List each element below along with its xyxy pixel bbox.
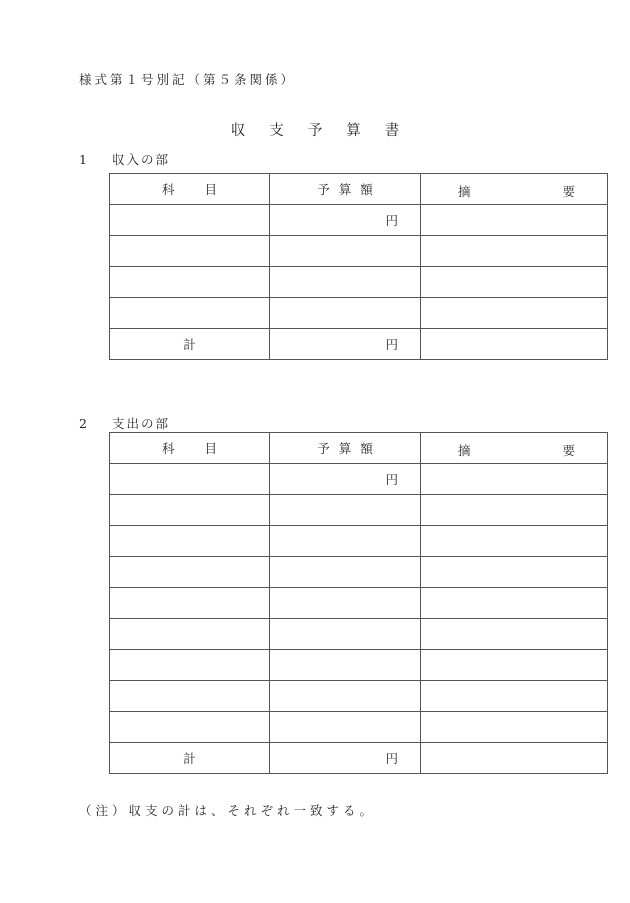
total-label: 計 (110, 329, 270, 360)
title-char: 収 (230, 123, 246, 139)
total-row (110, 743, 608, 774)
remarks-cell[interactable] (421, 205, 608, 236)
table-row (110, 588, 608, 619)
remarks-cell[interactable] (421, 619, 608, 650)
table-header-row (110, 433, 608, 464)
item-cell[interactable] (110, 495, 270, 526)
income-section-heading (79, 150, 170, 168)
remarks-cell[interactable] (421, 329, 608, 360)
item-cell[interactable] (110, 588, 270, 619)
income-table (109, 173, 608, 360)
section-number: 2 (79, 416, 89, 431)
item-cell[interactable] (110, 619, 270, 650)
item-cell[interactable] (110, 267, 270, 298)
section-number: 1 (79, 152, 89, 167)
header-item: 科目 (110, 433, 270, 464)
remarks-cell[interactable] (421, 557, 608, 588)
total-label: 計 (110, 743, 270, 774)
title-char: 書 (384, 123, 400, 139)
remarks-cell[interactable] (421, 588, 608, 619)
header-remarks-left: 摘 (458, 184, 471, 199)
item-cell[interactable] (110, 681, 270, 712)
amount-cell[interactable]: 円 (270, 205, 421, 236)
amount-cell[interactable] (270, 526, 421, 557)
amount-cell[interactable] (270, 650, 421, 681)
remarks-cell[interactable] (421, 267, 608, 298)
item-cell[interactable] (110, 205, 270, 236)
table-row (110, 236, 608, 267)
remarks-cell[interactable] (421, 743, 608, 774)
amount-cell[interactable]: 円 (270, 464, 421, 495)
table-row (110, 650, 608, 681)
amount-cell[interactable] (270, 267, 421, 298)
table-row (110, 526, 608, 557)
table-row (110, 205, 608, 236)
title-char: 支 (269, 123, 284, 139)
header-remarks-right: 要 (562, 443, 575, 458)
remarks-cell[interactable] (421, 495, 608, 526)
amount-cell[interactable] (270, 712, 421, 743)
table-row (110, 712, 608, 743)
section-title: 支出の部 (112, 416, 171, 431)
amount-cell[interactable] (270, 298, 421, 329)
form-reference: 様式第１号別記（第５条関係） (79, 72, 297, 87)
header-amount: 予算額 (270, 433, 421, 464)
remarks-cell[interactable] (421, 681, 608, 712)
remarks-cell[interactable] (421, 650, 608, 681)
remarks-cell[interactable] (421, 298, 608, 329)
item-cell[interactable] (110, 298, 270, 329)
remarks-cell[interactable] (421, 712, 608, 743)
amount-cell[interactable] (270, 681, 421, 712)
header-item: 科目 (110, 174, 270, 205)
amount-cell[interactable] (270, 557, 421, 588)
amount-cell[interactable] (270, 619, 421, 650)
table-row (110, 495, 608, 526)
header-remarks (421, 433, 608, 464)
header-remarks-right: 要 (562, 184, 575, 199)
item-cell[interactable] (110, 650, 270, 681)
header-remarks-left: 摘 (458, 443, 471, 458)
header-remarks (421, 174, 608, 205)
remarks-cell[interactable] (421, 236, 608, 267)
table-row (110, 298, 608, 329)
item-cell[interactable] (110, 464, 270, 495)
section-title: 収入の部 (112, 152, 171, 167)
item-cell[interactable] (110, 526, 270, 557)
table-row (110, 557, 608, 588)
amount-cell[interactable] (270, 236, 421, 267)
item-cell[interactable] (110, 712, 270, 743)
page-title (0, 119, 630, 140)
remarks-cell[interactable] (421, 464, 608, 495)
total-row (110, 329, 608, 360)
amount-cell[interactable] (270, 495, 421, 526)
title-char: 予 (307, 123, 323, 139)
total-amount-cell[interactable]: 円 (270, 329, 421, 360)
table-row (110, 681, 608, 712)
total-amount-cell[interactable]: 円 (270, 743, 421, 774)
expense-table (109, 432, 608, 774)
item-cell[interactable] (110, 557, 270, 588)
expense-section-heading (79, 414, 170, 432)
header-amount: 予算額 (270, 174, 421, 205)
table-row (110, 464, 608, 495)
remarks-cell[interactable] (421, 526, 608, 557)
table-header-row (110, 174, 608, 205)
amount-cell[interactable] (270, 588, 421, 619)
table-row (110, 267, 608, 298)
table-row (110, 619, 608, 650)
item-cell[interactable] (110, 236, 270, 267)
footnote: （注）収支の計は、それぞれ一致する。 (79, 803, 377, 818)
title-char: 算 (346, 123, 361, 139)
